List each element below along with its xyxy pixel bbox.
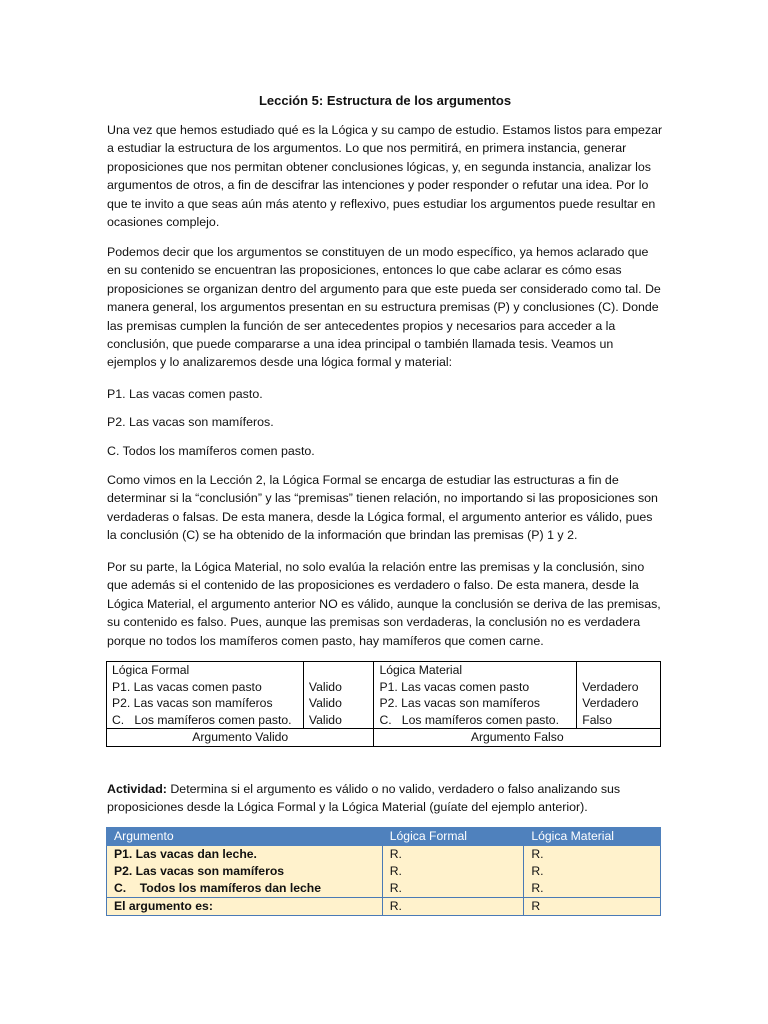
conclusion: C. Todos los mamíferos comen pasto. [107,444,315,458]
activity-paragraph [107,780,663,817]
column-header: Lógica Material [524,828,661,846]
table-cell: P2. Las vacas son mamíferos [374,695,577,712]
table-cell: C. Todos los mamíferos dan leche [107,880,383,898]
table-cell: Valido [303,712,374,729]
table-cell: Falso [577,712,661,729]
answer-cell: R. [524,880,661,898]
table-cell: Valido [303,695,374,712]
table-cell: P2. Las vacas son mamíferos [107,863,383,880]
table-cell: Verdadero [577,695,661,712]
premise-1: P1. Las vacas comen pasto. [107,387,263,401]
table-row [107,695,661,712]
activity-label: Actividad: [107,782,167,796]
material-result: Argumento Falso [374,729,661,747]
formal-header: Lógica Formal [107,662,304,679]
material-logic-paragraph: Por su parte, la Lógica Material, no solo evalúa la relación entre las premisas y la conclusión, sino que además si el contenido de las proposiciones es verdadero o falso. De esta manera, desde la Lógica Material, el argumento anterior NO es válido, aunque la conclusión se deriva de las premisas, su contenido es falso. Pues, aunque las premisas son verdaderas, la conclusión no es verdadera porque no todos los mamíferos comen pasto, hay mamíferos que comen carne. [107,560,661,648]
table-cell: Valido [303,679,374,696]
activity-text: Determina si el argumento es válido o no valido, verdadero o falso analizando sus proposiciones desde la Lógica Formal y la Lógica Material (guíate del ejemplo anterior). [107,782,621,815]
answer-cell: R. [382,863,524,880]
column-header: Argumento [107,828,383,846]
table-cell: P2. Las vacas son mamíferos [107,695,304,712]
table-cell: P1. Las vacas dan leche. [107,846,383,864]
table-row [107,863,661,880]
table-cell: El argumento es: [107,898,383,916]
table-cell: P1. Las vacas comen pasto [107,679,304,696]
premise-2: P2. Las vacas son mamíferos. [107,415,274,429]
table-row [107,880,661,898]
material-header: Lógica Material [374,662,577,679]
table-footer-row [107,898,661,916]
table-row [107,846,661,864]
table-row [107,729,661,747]
structure-paragraph: Podemos decir que los argumentos se constituyen de un modo específico, ya hemos aclarado que en su contenido se encuentran las proposiciones, entonces lo que cabe aclarar es cómo esas proposiciones se organizan dentro del argumento para que este pueda ser considerado como tal. De manera general, los argumentos presentan en su estructura premisas (P) y conclusiones (C). Donde las premisas cumplen la función de ser antecedentes propios y necesarios para acceder a la conclusión, que puede compararse a una idea principal o también llamada tesis. Veamos un ejemplos y lo analizaremos desde una lógica formal y material: [107,245,661,370]
formal-result: Argumento Valido [107,729,374,747]
column-header: Lógica Formal [382,828,524,846]
table-row [107,712,661,729]
example-table [106,661,661,747]
answer-cell: R. [524,846,661,864]
table-cell: Verdadero [577,679,661,696]
table-cell: C. Los mamíferos comen pasto. [374,712,577,729]
answer-cell: R. [382,880,524,898]
answer-cell: R. [382,846,524,864]
table-cell: P1. Las vacas comen pasto [374,679,577,696]
page-title: Lección 5: Estructura de los argumentos [258,93,512,108]
answer-cell: R. [382,898,524,916]
table-row [107,679,661,696]
table-row [107,662,661,679]
intro-paragraph: Una vez que hemos estudiado qué es la Lógica y su campo de estudio. Estamos listos para empezar a estudiar la estructura de los argumentos. Lo que nos permitirá, en primera instancia, generar proposiciones que nos permitan obtener conclusiones lógicas, y, en segunda instancia, analizar los argumentos de otros, a fin de descifrar las intenciones y poder responder o refutar una idea. Por lo que te invito a que seas aún más atento y reflexivo, pues estudiar los argumentos puede resultar en ocasiones complejo. [107,123,663,230]
activity-table [106,827,661,916]
answer-cell: R [524,898,661,916]
table-header-row [107,828,661,846]
formal-logic-paragraph: Como vimos en la Lección 2, la Lógica Formal se encarga de estudiar las estructuras a fin de determinar si la “conclusión” y las “premisas” tienen relación, no importando si las proposiciones son verdaderas o falsas. De esta manera, desde la Lógica formal, el argumento anterior es válido, pues la conclusión (C) se ha obtenido de la información que brindan las premisas (P) 1 y 2. [107,473,658,543]
table-cell: C. Los mamíferos comen pasto. [107,712,304,729]
answer-cell: R. [524,863,661,880]
